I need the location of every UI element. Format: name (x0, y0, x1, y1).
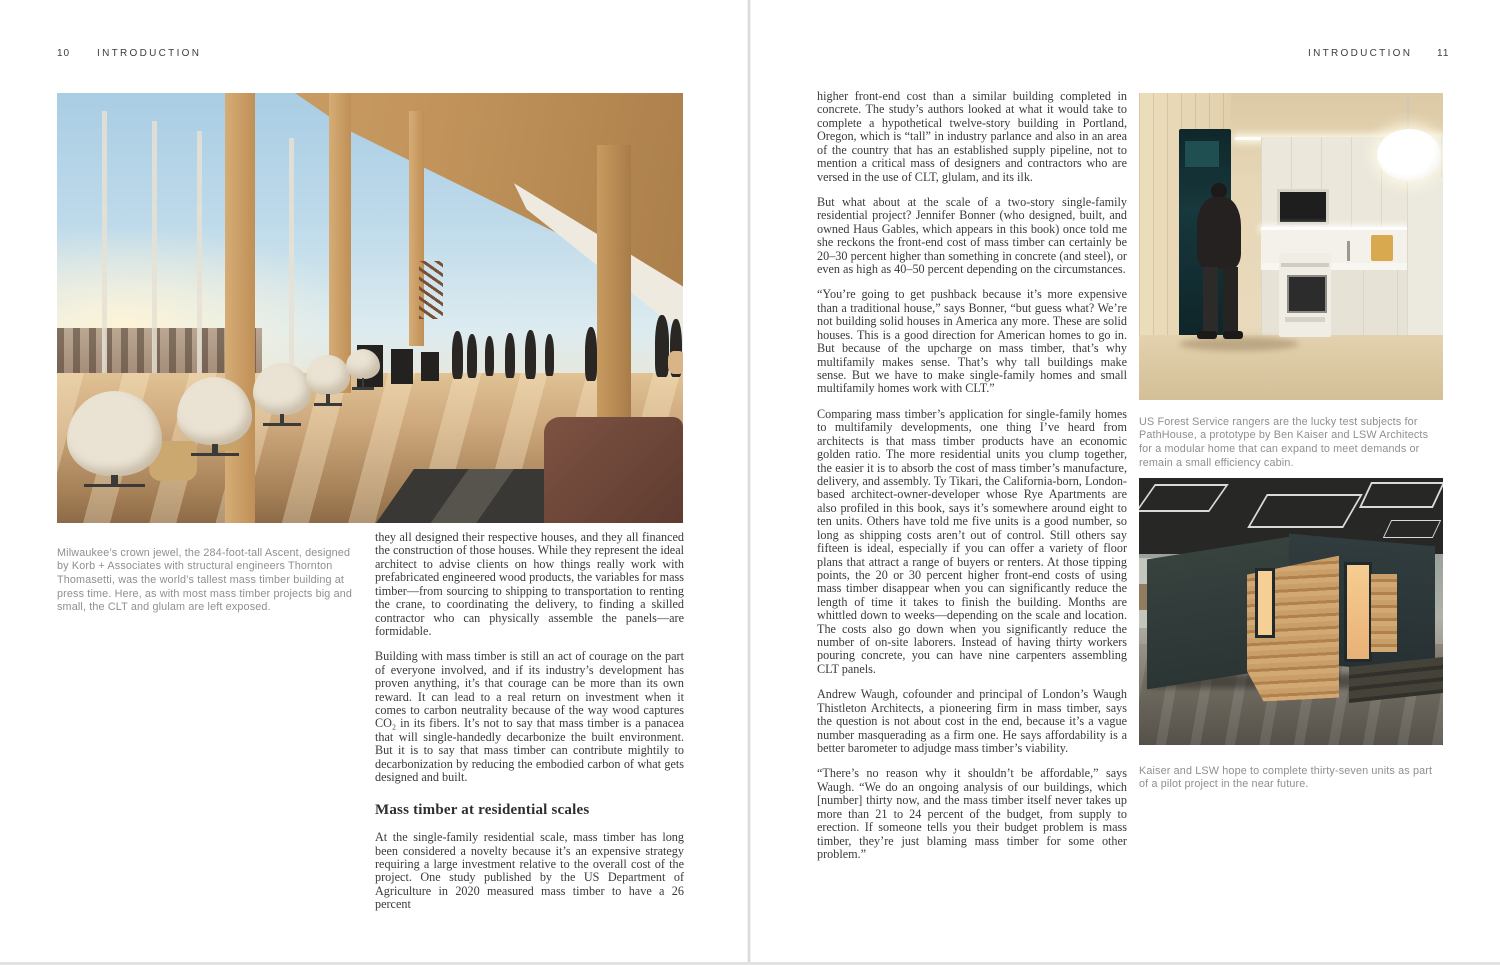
lobby-person (545, 334, 554, 376)
kitchen-person-foot (1197, 331, 1217, 339)
body-paragraph: “You’re going to get pushback because it’s more expensive than a traditional house,” says Bonner, “but guess what? We’re not building solid houses in America any more. These are solid houses. This is a good direction for American homes to go in. But because of the upcharge on mass timber, that’s why multifamily makes sense. That’s why tall buildings make sense. But we have to make single-family homes and small multifamily homes work with CLT.” (817, 287, 1127, 396)
lobby-window-mullion (197, 131, 202, 411)
lobby-person (452, 331, 463, 379)
lobby-window-mullion (289, 138, 294, 396)
ascent-lobby-photo (57, 93, 683, 523)
expo-light-frame (1247, 494, 1363, 528)
ascent-photo-caption: Milwaukee’s crown jewel, the 284-foot-tall Ascent, designed by Korb + Associates with structural engineers Thornton Thomasetti, was the world’s tallest mass timber building at press time. Here, as with most mass timber projects big and small, the CLT and glulam are left exposed. (57, 546, 353, 614)
kitchen-window-glint (1185, 141, 1219, 167)
kitchen-stove-drawer (1285, 317, 1325, 322)
body-paragraph: higher front-end cost than a similar building completed in concrete. The study’s authors looked at what it would take to complete a hypothetical twelve-story building in Portland, Oregon, which is “tall” in industry parlance and also in an area of the country that has an established supply pipeline, not to mention a critical mass of designers and contractors who are versed in the use of CLT, glulam, and its ilk. (817, 89, 1127, 184)
right-running-head: INTRODUCTION (1308, 48, 1413, 59)
lobby-timber-column (329, 93, 351, 393)
left-running-head: INTRODUCTION (97, 48, 202, 59)
kitchen-microwave (1277, 189, 1329, 225)
lobby-pedestal (391, 349, 413, 384)
kitchen-person-foot (1223, 331, 1243, 339)
body-paragraph: “There’s no reason why it shouldn’t be affordable,” says Waugh. “We do an ongoing analysis of our buildings, which [number] thirty now, and the mass timber itself never takes up more than 21 to 24 percent of the budget, from supply to erection. If someone tells you their budget problem is mass timber, they’re just blaming mass timber for some other problem.” (817, 766, 1127, 861)
lobby-pedestal (421, 352, 439, 381)
right-body-column (817, 90, 1127, 873)
kitchen-floor-shadow (1179, 337, 1299, 351)
lobby-timber-column (225, 93, 255, 523)
lobby-timber-column (597, 145, 631, 450)
lobby-person (485, 336, 494, 376)
kitchen-oven-window (1287, 275, 1327, 313)
kitchen-person-torso (1197, 197, 1241, 269)
pathhouse-kitchen-caption: US Forest Service rangers are the lucky test subjects for PathHouse, a prototype by Ben Kaiser and LSW Architects for a modular home that can expand to meet demands or remain a small efficiency cabin. (1139, 415, 1429, 469)
kitchen-stovetop (1281, 263, 1329, 267)
lobby-armchair (306, 355, 350, 395)
kitchen-faucet (1347, 241, 1350, 261)
section-heading: Mass timber at residential scales (375, 801, 590, 818)
lobby-window-mullion (152, 121, 157, 411)
module-doorway (1255, 568, 1275, 638)
expo-light-frame (1383, 520, 1441, 538)
body-paragraph: But what about at the scale of a two-story single-family residential project? Jennifer Bonner (who designed, built, and owned Haus Gables, which appears in this book) once told me she reckons the front-end cost of mass timber can certainly be 20–30 percent higher than something in concrete (and steel), or even as high as 40–50 percent depending on the circumstances. (817, 194, 1127, 277)
body-paragraph: they all designed their respective houses, and they all financed the construction of those houses. While they represent the ideal architect to advise clients on how things really work with prefabricated engineered wood products, the variables for mass timber—from sourcing to shipping to transportation to renting the crane, to coordinating the delivery, to finding a skilled contractor who can physically assemble the panels—are formidable. (375, 530, 684, 638)
lobby-person (525, 330, 536, 379)
right-page-number: 11 (1437, 48, 1450, 59)
lobby-person (585, 327, 597, 381)
lobby-armchair (346, 349, 380, 379)
kitchen-tall-cabinet (1407, 177, 1443, 335)
left-page-number: 10 (57, 48, 71, 59)
lobby-sofa (544, 417, 683, 523)
lobby-person (467, 334, 477, 378)
kitchen-cutting-board (1371, 235, 1393, 261)
page-gutter (747, 0, 751, 965)
expo-light-frame (1359, 482, 1443, 508)
lobby-person-skirt (668, 351, 683, 374)
lobby-hanging-sculpture (419, 261, 443, 319)
kitchen-person-leg (1223, 267, 1238, 333)
body-paragraph: At the single-family residential scale, mass timber has long been considered a novelty because it’s an expensive strategy requiring a large investment relative to the overall cost of the project. One study published by the US Department of Agriculture in 2020 measured mass timber to have a 26 percent (375, 830, 684, 912)
left-body-column (375, 531, 684, 924)
lobby-window-mullion (102, 111, 107, 411)
body-paragraph: Comparing mass timber’s application for single-family homes to multifamily developments, one thing I’ve heard from architects is that mass timber products have an economic golden ratio. The more residential units you clump together, the easier it is to absorb the cost of mass timber’s manufacture, delivery, and assembly. Ty Tikari, the California-born, London-based architect-owner-developer whose Rye Apartments are also profiled in this book, says it’s somewhere around eight to ten units. Others have told me five units is a good number, so long as shipping costs aren’t out of control. Still others say fifteen is ideal, especially if you can offer a variety of floor plans that attract a range of buyers or renters. At those tipping points, the 20 or 30 percent higher front-end costs of using mass timber disappear when you can significantly reduce the length of time it takes to finish the building. Months are whittled down to weeks—depending on the scale and location. The costs also go down when you significantly reduce the number of on-site laborers. Instead of having thirty workers pouring concrete, you can have nine carpenters assembling CLT panels. (817, 406, 1127, 676)
pathhouse-expo-photo (1139, 478, 1443, 745)
kitchen-pendant-lamp (1377, 129, 1441, 181)
module-wood-panel (1371, 574, 1397, 652)
module-doorway (1344, 562, 1372, 662)
pathhouse-expo-caption: Kaiser and LSW hope to complete thirty-seven units as part of a pilot project in the near future. (1139, 764, 1433, 791)
lobby-armchair (253, 363, 311, 415)
lobby-person (655, 315, 669, 377)
lobby-person (505, 333, 515, 378)
body-paragraph: Building with mass timber is still an act of courage on the part of everyone involved, and if its industry’s development has proven anything, it’s that courage can be more than its own reward. It can lead to a real return on investment when it comes to carbon neutrality because of the way wood captures CO₂ in its fibers. It’s not to say that mass timber is a panacea that will single-handedly decarbonize the built environment. But it is to say that mass timber can contribute mightily to decarbonization by reducing the embodied carbon of what gets designed and built. (375, 649, 684, 785)
body-paragraph: Andrew Waugh, cofounder and principal of London’s Waugh Thistleton Architects, a pioneering firm in mass timber, says the question is not about cost in the end, because it’s a vague number masquerading as a firm one. He says affordability is a better barometer to adjudge mass timber’s viability. (817, 687, 1127, 755)
kitchen-person-leg (1203, 267, 1218, 333)
pathhouse-kitchen-photo (1139, 93, 1443, 400)
kitchen-lamp-cord (1407, 93, 1409, 133)
